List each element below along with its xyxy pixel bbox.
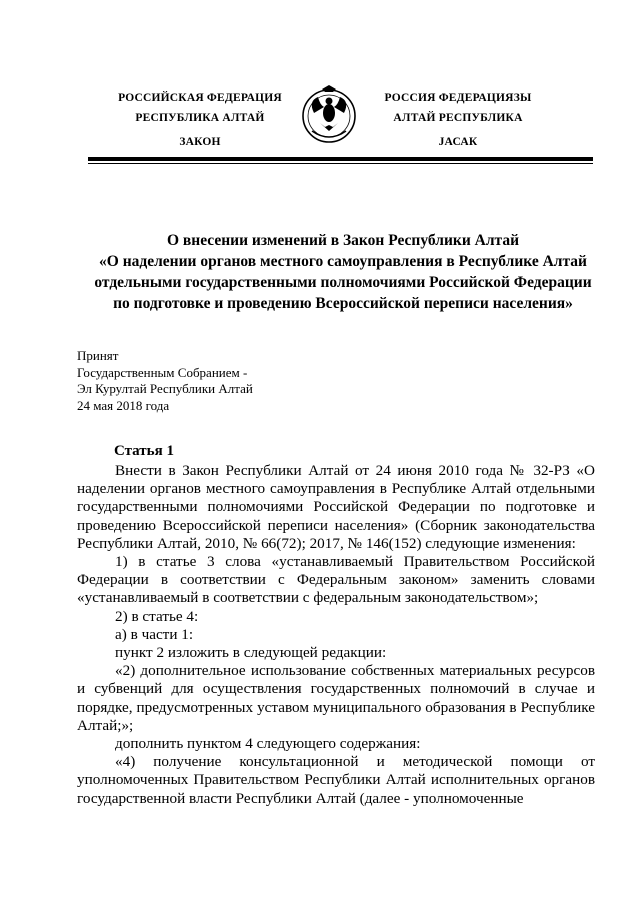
header-left-law: ЗАКОН: [179, 136, 221, 148]
article-paragraph: дополнить пунктом 4 следующего содержания:: [115, 735, 421, 753]
header-left-country: РОССИЙСКАЯ ФЕДЕРАЦИЯ: [118, 92, 282, 104]
adoption-line: Принят: [77, 348, 119, 363]
adoption-note: [77, 348, 253, 414]
adoption-line: Государственным Собранием -: [77, 364, 248, 380]
header-left-republic: РЕСПУБЛИКА АЛТАЙ: [135, 112, 265, 124]
header-rule-thick: [88, 157, 593, 161]
article-body: [77, 462, 595, 808]
law-title-line: по подготовке и проведению Всероссийской переписи населения»: [113, 295, 573, 312]
law-title-line: О внесении изменений в Закон Республики Алтай: [166, 232, 520, 249]
article-paragraph: Внести в Закон Республики Алтай от 24 июня 2010 года № 32-РЗ «О наделении органов местного самоуправления в Республике Алтай отдельными государственными полномочиями Российской Федерации по подготовке и проведению Всероссийской переписи населения» (Сборник законодательства Республики Алтай, 2010, № 66(72); 2017, № 146(152) следующие изменения:: [77, 462, 595, 552]
law-title-line: «О наделении органов местного самоуправления в Республике Алтай: [99, 253, 587, 270]
law-title-line: отдельными государственными полномочиями Российской Федерации: [94, 274, 592, 291]
header-rule-thin: [88, 163, 593, 164]
article-paragraph: пункт 2 изложить в следующей редакции:: [115, 644, 387, 662]
article-paragraph: «2) дополнительное использование собственных материальных ресурсов и субвенций для осуществления государственных полномочий в случае и порядке, предусмотренных уставом муниципального образования в Республике Алтай;»;: [77, 662, 595, 734]
article-paragraph: «4) получение консультационной и методической помощи от уполномоченных Правительством Республики Алтай исполнительных органов государственной власти Республики Алтай (далее - уполномоченные: [77, 753, 595, 807]
article-paragraph: 2) в статье 4:: [115, 607, 199, 625]
article-heading: Статья 1: [114, 443, 174, 459]
law-title: [78, 230, 608, 314]
header-right-law: JАСАК: [438, 136, 478, 148]
header-right-country: РОССИЯ ФЕДЕРАЦИЯЗЫ: [384, 92, 532, 104]
adoption-line: Эл Курултай Республики Алтай: [77, 381, 253, 396]
article-paragraph: а) в части 1:: [115, 625, 194, 643]
adoption-date: 24 мая 2018 года: [77, 397, 170, 413]
header-right-republic: АЛТАЙ РЕСПУБЛИКА: [393, 112, 523, 124]
altai-republic-emblem-icon: [300, 83, 358, 145]
article-paragraph: 1) в статье 3 слова «устанавливаемый Правительством Российской Федерации в соответствии с Федеральным законом» заменить словами «устанавливаемый в соответствии с федеральным законодательством»;: [77, 553, 595, 607]
